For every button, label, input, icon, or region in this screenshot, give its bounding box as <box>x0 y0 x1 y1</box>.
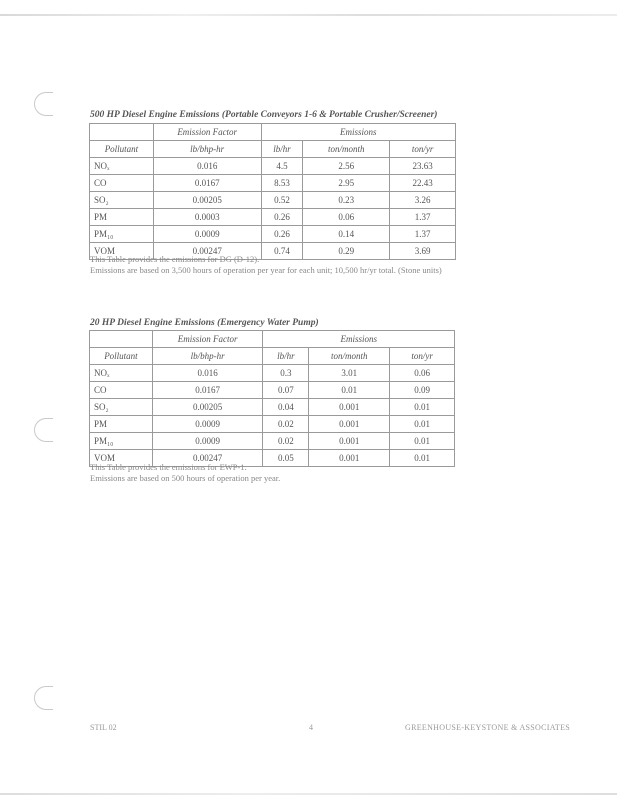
lbhr-cell: 0.3 <box>263 365 309 382</box>
table-row <box>90 158 456 175</box>
tonmonth-cell: 0.14 <box>303 226 390 243</box>
lbhr-cell: 8.53 <box>261 175 303 192</box>
table2-notes <box>90 462 510 484</box>
tonyr-cell: 1.37 <box>390 226 456 243</box>
lbhr-cell: 0.26 <box>261 209 303 226</box>
tonmonth-cell: 3.01 <box>309 365 390 382</box>
tonmonth-cell: 0.001 <box>309 450 390 467</box>
table1-col-factor: lb/bhp-hr <box>153 141 261 158</box>
table2-header-blank <box>90 331 153 348</box>
punch-hole-mark <box>34 686 53 710</box>
lbhr-cell: 0.02 <box>263 416 309 433</box>
table1-col-tonyr: ton/yr <box>390 141 456 158</box>
table-row <box>90 192 456 209</box>
footer-left: STIL 02 <box>90 723 117 732</box>
table-row <box>90 382 455 399</box>
pollutant-cell: CO <box>90 382 153 399</box>
table-row <box>90 433 455 450</box>
tonyr-cell: 0.01 <box>390 450 455 467</box>
table2 <box>89 330 455 467</box>
tonyr-cell: 0.01 <box>390 416 455 433</box>
table1-title: 500 HP Diesel Engine Emissions (Portable Conveyors 1-6 & Portable Crusher/Screener) <box>90 110 438 120</box>
pollutant-cell: SO₂ <box>90 399 153 416</box>
footer-page-number: 4 <box>309 723 313 732</box>
lbhr-cell: 0.52 <box>261 192 303 209</box>
tonyr-cell: 23.63 <box>390 158 456 175</box>
table2-note: Emissions are based on 500 hours of operation per year. <box>90 473 281 483</box>
table2-col-pollutant: Pollutant <box>90 348 153 365</box>
lbhr-cell: 0.07 <box>263 382 309 399</box>
table1-group-factor: Emission Factor <box>153 124 261 141</box>
tonmonth-cell: 0.29 <box>303 243 390 260</box>
table2-note: This Table provides the emissions for EWP-1. <box>90 462 247 472</box>
table1 <box>89 123 456 260</box>
lbhr-cell: 0.26 <box>261 226 303 243</box>
tonmonth-cell: 2.95 <box>303 175 390 192</box>
tonmonth-cell: 2.56 <box>303 158 390 175</box>
table2-group-factor: Emission Factor <box>152 331 263 348</box>
scan-edge-bottom <box>0 793 617 795</box>
pollutant-cell: NOₓ <box>90 365 153 382</box>
table1-col-tonmonth: ton/month <box>303 141 390 158</box>
lbhr-cell: 0.04 <box>263 399 309 416</box>
table-row <box>90 226 456 243</box>
table1-col-pollutant: Pollutant <box>90 141 154 158</box>
factor-cell: 0.016 <box>153 158 261 175</box>
tonmonth-cell: 0.001 <box>309 433 390 450</box>
table-row <box>90 365 455 382</box>
factor-cell: 0.0009 <box>153 226 261 243</box>
tonyr-cell: 0.06 <box>390 365 455 382</box>
tonmonth-cell: 0.23 <box>303 192 390 209</box>
pollutant-cell: PM₁₀ <box>90 433 153 450</box>
pollutant-cell: PM <box>90 416 153 433</box>
table1-group-emissions: Emissions <box>261 124 456 141</box>
factor-cell: 0.0167 <box>153 175 261 192</box>
factor-cell: 0.00247 <box>152 450 263 467</box>
pollutant-cell: VOM <box>90 243 154 260</box>
tonmonth-cell: 0.001 <box>309 416 390 433</box>
factor-cell: 0.0009 <box>152 416 263 433</box>
table-row <box>90 175 456 192</box>
pollutant-cell: PM <box>90 209 154 226</box>
factor-cell: 0.0003 <box>153 209 261 226</box>
lbhr-cell: 4.5 <box>261 158 303 175</box>
tonyr-cell: 0.01 <box>390 399 455 416</box>
table1-header-blank <box>90 124 154 141</box>
lbhr-cell: 0.74 <box>261 243 303 260</box>
table-row <box>90 209 456 226</box>
table2-group-emissions: Emissions <box>263 331 455 348</box>
factor-cell: 0.00205 <box>152 399 263 416</box>
table2-title: 20 HP Diesel Engine Emissions (Emergency Water Pump) <box>90 318 319 328</box>
pollutant-cell: PM₁₀ <box>90 226 154 243</box>
punch-hole-mark <box>34 418 53 442</box>
table2-col-factor: lb/bhp-hr <box>152 348 263 365</box>
tonyr-cell: 0.09 <box>390 382 455 399</box>
table1-col-lbhr: lb/hr <box>261 141 303 158</box>
pollutant-cell: SO₂ <box>90 192 154 209</box>
factor-cell: 0.00205 <box>153 192 261 209</box>
table2-col-lbhr: lb/hr <box>263 348 309 365</box>
table2-col-tonyr: ton/yr <box>390 348 455 365</box>
scan-edge-top <box>0 14 617 16</box>
table1-note: This Table provides the emissions for DG (D-12). <box>90 254 260 264</box>
table2-col-tonmonth: ton/month <box>309 348 390 365</box>
factor-cell: 0.0167 <box>152 382 263 399</box>
tonyr-cell: 0.01 <box>390 433 455 450</box>
tonyr-cell: 1.37 <box>390 209 456 226</box>
tonyr-cell: 3.26 <box>390 192 456 209</box>
lbhr-cell: 0.05 <box>263 450 309 467</box>
table1-note: Emissions are based on 3,500 hours of operation per year for each unit; 10,500 hr/yr total. (Stone units) <box>90 265 442 275</box>
factor-cell: 0.016 <box>152 365 263 382</box>
tonyr-cell: 3.69 <box>390 243 456 260</box>
factor-cell: 0.0009 <box>152 433 263 450</box>
footer-firm-name: GREENHOUSE-KEYSTONE & ASSOCIATES <box>405 723 571 732</box>
pollutant-cell: NOₓ <box>90 158 154 175</box>
factor-cell: 0.00247 <box>153 243 261 260</box>
table1-notes <box>90 254 510 276</box>
pollutant-cell: VOM <box>90 450 153 467</box>
tonmonth-cell: 0.06 <box>303 209 390 226</box>
pollutant-cell: CO <box>90 175 154 192</box>
lbhr-cell: 0.02 <box>263 433 309 450</box>
tonyr-cell: 22.43 <box>390 175 456 192</box>
table-row <box>90 416 455 433</box>
punch-hole-mark <box>34 92 53 116</box>
tonmonth-cell: 0.001 <box>309 399 390 416</box>
table-row <box>90 399 455 416</box>
tonmonth-cell: 0.01 <box>309 382 390 399</box>
